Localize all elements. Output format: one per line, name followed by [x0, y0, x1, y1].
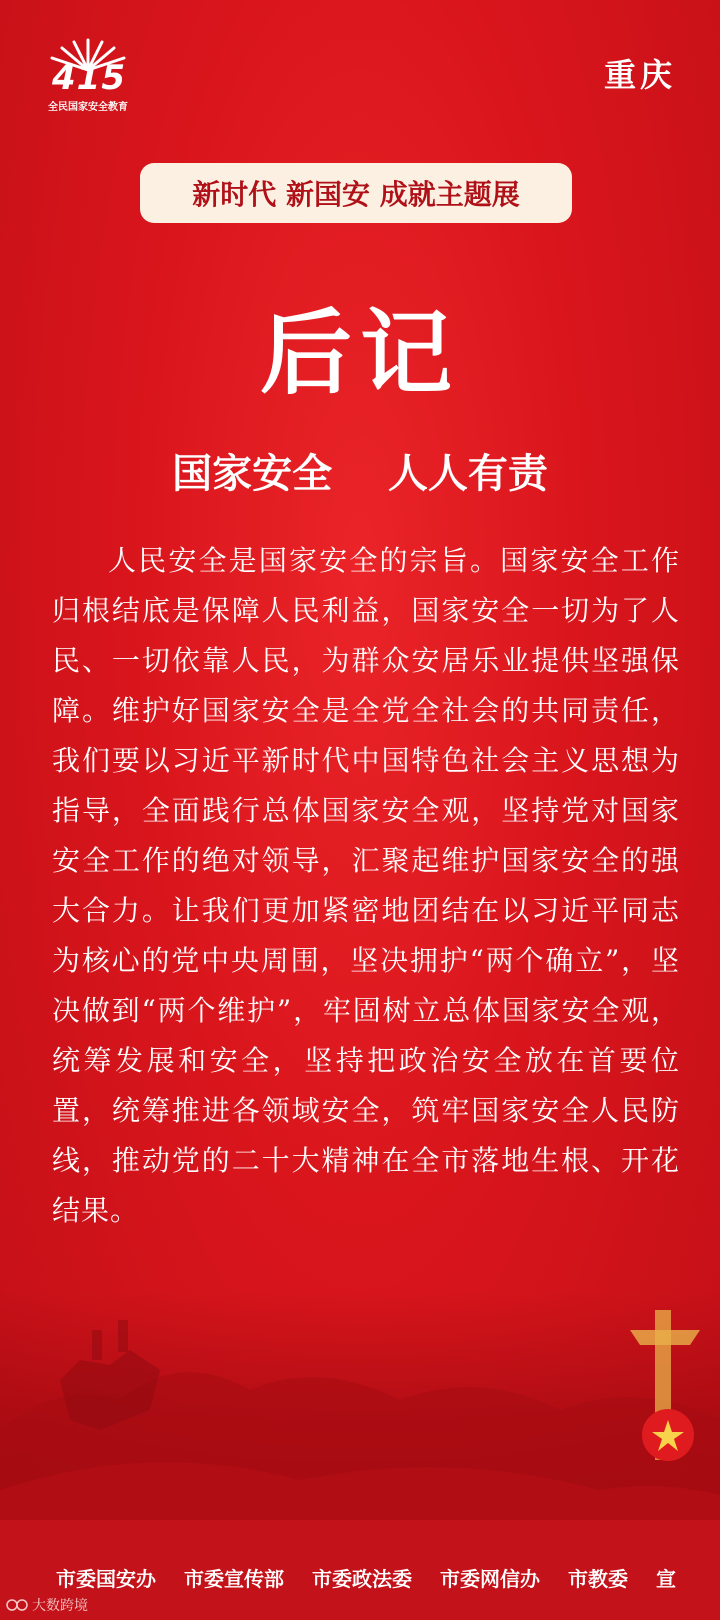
- sponsor-item: 市委政法委: [312, 1567, 412, 1591]
- sponsor-item: 市教委: [568, 1567, 628, 1591]
- sponsor-list: [56, 1563, 676, 1592]
- sponsor-item: 市委宣传部: [184, 1567, 284, 1591]
- exhibition-banner-text: 新时代 新国安 成就主题展: [192, 178, 520, 211]
- watermark: [6, 1595, 88, 1615]
- exhibition-banner: [140, 163, 572, 223]
- watermark-logo-icon: [6, 1598, 28, 1612]
- body-paragraph: 人民安全是国家安全的宗旨。国家安全工作归根结底是保障人民利益，国家安全一切为了人民、一切依靠人民，为群众安居乐业提供坚强保障。维护好国家安全是全党全社会的共同责任，我们要以习近平新时代中国特色社会主义思想为指导，全面践行总体国家安全观，坚持党对国家安全工作的绝对领导，汇聚起维护国家安全的强大合力。让我们更加紧密地团结在以习近平同志为核心的党中央周围，坚决拥护“两个确立”，坚决做到“两个维护”，牢固树立总体国家安全观，统筹发展和安全，坚持把政治安全放在首要位置，统筹推进各领域安全，筑牢国家安全人民防线，推动党的二十大精神在全市落地生根、开花结果。: [52, 544, 680, 1227]
- sponsor-item: 市委网信办: [440, 1567, 540, 1591]
- sponsor-item: 宣: [656, 1567, 676, 1591]
- great-wall-landscape-art: [0, 1290, 720, 1530]
- national-security-education-logo: [38, 36, 138, 112]
- city-label: 重庆: [603, 56, 676, 94]
- page-subtitle: 国家安全 人人有责: [172, 450, 548, 497]
- watermark-text: 大数跨境: [32, 1598, 88, 1614]
- logo-caption: 全民国家安全教育: [48, 102, 128, 113]
- logo-number: 415: [52, 58, 126, 98]
- sponsor-item: 市委国安办: [56, 1567, 156, 1591]
- page-title: 后记: [259, 299, 460, 407]
